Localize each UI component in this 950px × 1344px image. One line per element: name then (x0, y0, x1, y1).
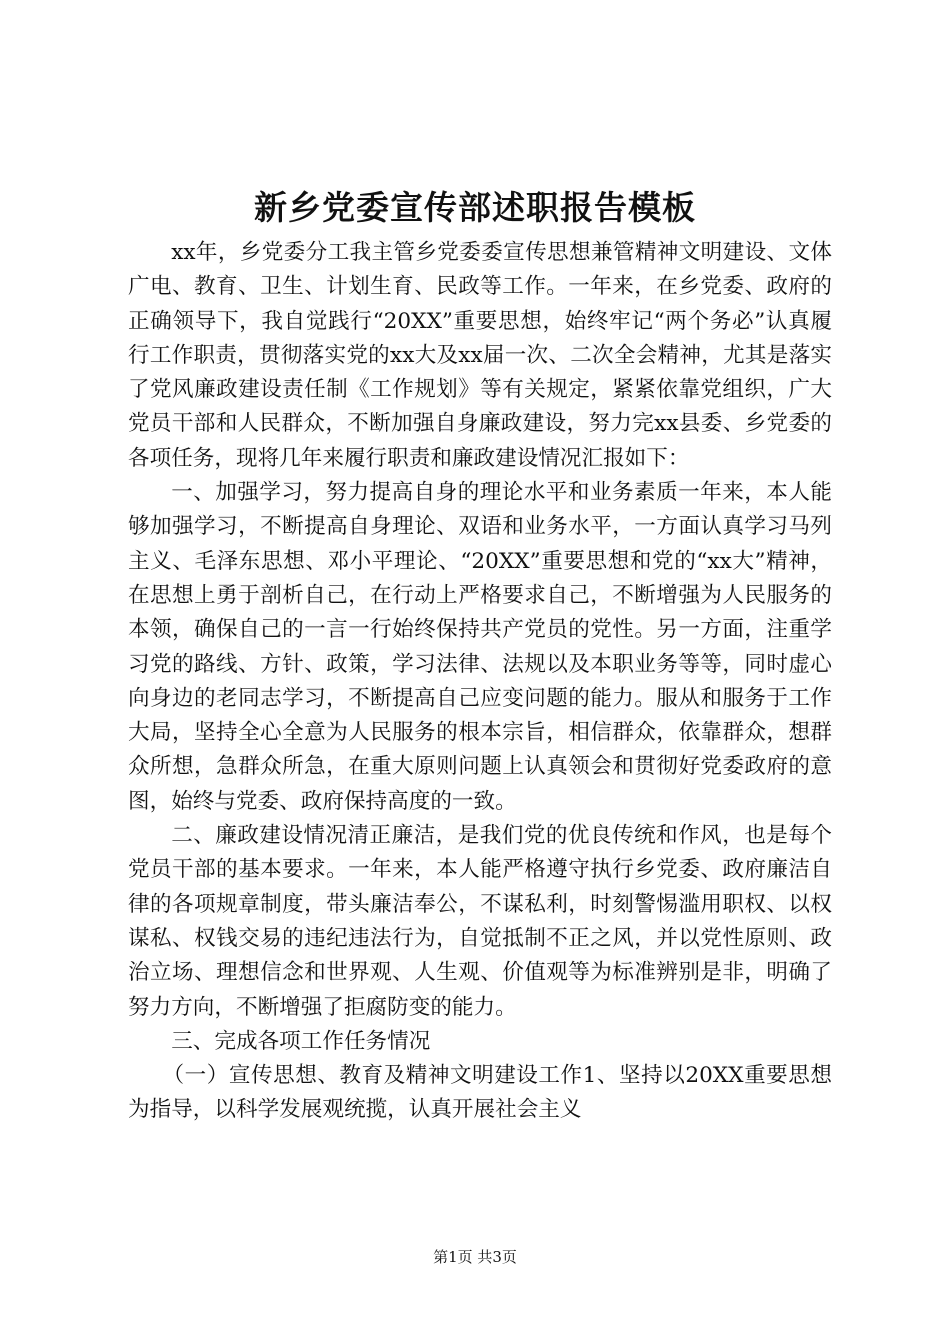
paragraph-section-2: 二、廉政建设情况清正廉洁，是我们党的优良传统和作风，也是每个党员干部的基本要求。一年来，本人能严格遵守执行乡党委、政府廉洁自律的各项规章制度，带头廉洁奉公，不谋私利，时刻警惕滥用职权、以权谋私、权钱交易的违纪违法行为，自觉抵制不正之风，并以党性原则、政治立场、理想信念和世界观、人生观、价值观等为标准辨别是非，明确了努力方向，不断增强了拒腐防变的能力。 (128, 823, 832, 1020)
document-title: 新乡党委宣传部述职报告模板 (254, 188, 696, 227)
paragraph-section-3-heading: 三、完成各项工作任务情况 (171, 1028, 431, 1054)
document-body (128, 236, 832, 1128)
paragraph-subsection-1: （一）宣传思想、教育及精神文明建设工作1、坚持以20XX重要思想为指导，以科学发展观统揽，认真开展社会主义 (128, 1063, 832, 1123)
paragraph-section-1: 一、加强学习，努力提高自身的理论水平和业务素质一年来，本人能够加强学习，不断提高自身理论、双语和业务水平，一方面认真学习马列主义、毛泽东思想、邓小平理论、“20XX”重要思想和党的“xx大”精神，在思想上勇于剖析自己，在行动上严格要求自己，不断增强为人民服务的本领，确保自己的一言一行始终保持共产党员的党性。另一方面，注重学习党的路线、方针、政策，学习法律、法规以及本职业务等等，同时虚心向身边的老同志学习，不断提高自己应变问题的能力。服从和服务于工作大局，坚持全心全意为人民服务的根本宗旨，相信群众，依靠群众，想群众所想，急群众所急，在重大原则问题上认真领会和贯彻好党委政府的意图，始终与党委、政府保持高度的一致。 (128, 480, 832, 814)
page-number-footer: 第1页 共3页 (433, 1248, 517, 1266)
paragraph-intro: xx年，乡党委分工我主管乡党委委宣传思想兼管精神文明建设、文体广电、教育、卫生、计划生育、民政等工作。一年来，在乡党委、政府的正确领导下，我自觉践行“20XX”重要思想，始终牢记“两个务必”认真履行工作职责，贯彻落实党的xx大及xx届一次、二次全会精神，尤其是落实了党风廉政建设责任制《工作规划》等有关规定，紧紧依靠党组织，广大党员干部和人民群众，不断加强自身廉政建设，努力完xx县委、乡党委的各项任务，现将几年来履行职责和廉政建设情况汇报如下： (128, 240, 832, 471)
